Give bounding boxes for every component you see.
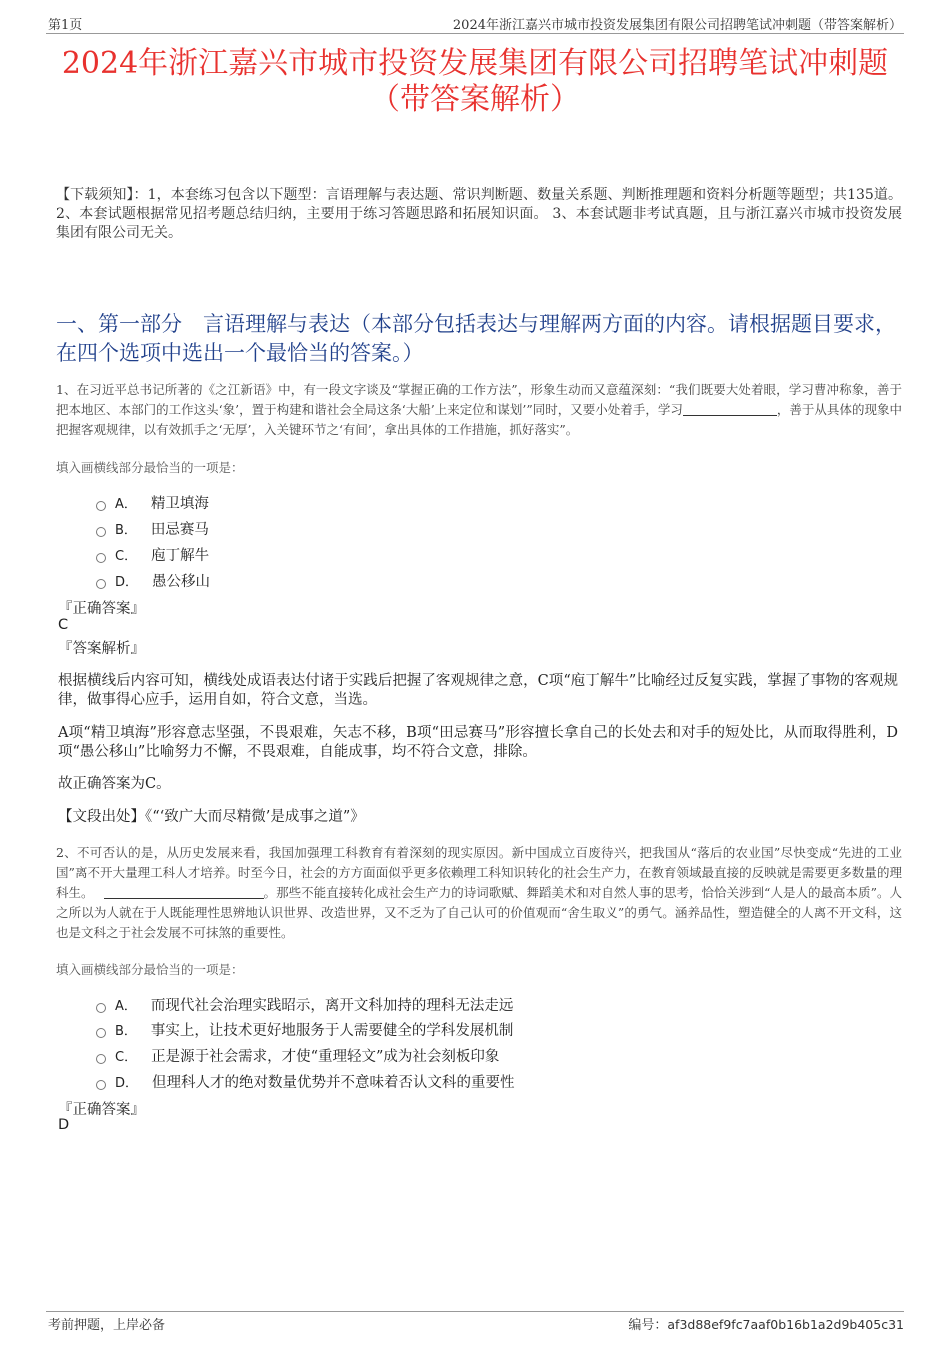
question-1-text-after: ，善于从具体的现象中把握客观规律，以有效抓手之‘无厚’，入关键环节之‘有间’，拿出具体的工作措施，抓好落实”。 <box>56 402 902 437</box>
radio-icon[interactable] <box>96 1080 106 1090</box>
section-heading: 一、第一部分 言语理解与表达（本部分包括表达与理解两方面的内容。请根据题目要求，在四个选项中选出一个最恰当的答案。） <box>56 312 896 365</box>
radio-icon[interactable] <box>96 501 106 511</box>
footer-serial: 编号：af3d88ef9fc7aaf0b16b1a2d9b405c31 <box>628 1317 904 1333</box>
document-title-line1: 2024年浙江嘉兴市城市投资发展集团有限公司招聘笔试冲刺题 <box>61 46 889 81</box>
question-2-text-before: 2、不可否认的是，从历史发展来看，我国加强理工科教育有着深刻的现实原因。新中国成立百废待兴，把我国从“落后的农业国”尽快变成“先进的工业国”离不开大量理工科人才培养。时至今日，社会的方方面面似乎更多依赖理工科知识转化的社会生产力，在教育领域最直接的反映就是需要更多数量的理科生。 <box>56 845 902 900</box>
question-1-prompt: 填入画横线部分最恰当的一项是： <box>56 460 244 475</box>
header-divider <box>46 33 904 34</box>
radio-icon[interactable] <box>96 579 106 589</box>
radio-icon[interactable] <box>96 553 106 563</box>
question-1-text-before: 1、在习近平总书记所著的《之江新语》中，有一段文字谈及“掌握正确的工作方法”，形象生动而又意蕴深刻：“我们既要大处着眼，学习曹冲称象，善于把本地区、本部门的工作这头‘象’，置于构建和谐社会全局这条‘大船’上来定位和谋划’”同时，又要小处着手，学习 <box>56 382 902 417</box>
question-1-text <box>56 380 902 440</box>
radio-icon[interactable] <box>96 1054 106 1064</box>
question-1-option-a[interactable]: A． 精卫填海 <box>96 492 209 513</box>
question-2-text <box>56 843 902 943</box>
page-number: 第1页 <box>48 18 83 33</box>
question-1-source: 【文段出处】《“‘致广大而尽精微’是成事之道”》 <box>58 809 365 825</box>
download-notice: 【下载须知】：1，本套练习包含以下题型：言语理解与表达题、常识判断题、数量关系题、判断推理题和资料分析题等题型；共135道。 2、本套试题根据常见招考题总结归纳，主要用于练习答题思路和拓展知识面。 3、本套试题非考试真题，且与浙江嘉兴市城市投资发展集团有限公司无关。 <box>56 187 902 241</box>
question-1-blank <box>683 403 777 416</box>
question-1-option-d[interactable]: D． 愚公移山 <box>96 570 210 591</box>
radio-icon[interactable] <box>96 1003 106 1013</box>
footer-divider <box>46 1311 904 1312</box>
radio-icon[interactable] <box>96 1028 106 1038</box>
footer-slogan: 考前押题，上岸必备 <box>48 1318 166 1333</box>
question-1-option-b[interactable]: B． 田忌赛马 <box>96 518 209 539</box>
document-title-line2: （带答案解析） <box>370 82 580 117</box>
question-2-blank <box>104 886 264 899</box>
question-2-option-c[interactable]: C． 正是源于社会需求，才使“重理轻文”成为社会刻板印象 <box>96 1045 499 1066</box>
question-2-option-a[interactable]: A． 而现代社会治理实践昭示，离开文科加持的理科无法走远 <box>96 994 513 1015</box>
question-1-answer-label: 『正确答案』 <box>58 601 145 617</box>
question-2-prompt: 填入画横线部分最恰当的一项是： <box>56 962 244 977</box>
question-1-analysis-paragraph: 根据横线后内容可知，横线处成语表达付诸于实践后把握了客观规律之意，C项“庖丁解牛”比喻经过反复实践，掌握了事物的客观规律，做事得心应手，运用自如，符合文意，当选。 <box>58 673 898 708</box>
question-2-answer: D <box>58 1117 70 1133</box>
question-1-answer: C <box>58 617 69 633</box>
question-2-option-b[interactable]: B． 事实上，让技术更好地服务于人需要健全的学科发展机制 <box>96 1019 513 1040</box>
question-2-answer-label: 『正确答案』 <box>58 1102 145 1118</box>
question-2-text-after: 。那些不能直接转化成社会生产力的诗词歌赋、舞蹈美术和对自然人事的思考，恰恰关涉到“人是人的最高本质”。人之所以为人就在于人既能理性思辨地认识世界、改造世界，又不乏为了自己认可的价值观而“舍生取义”的勇气。涵养品性，塑造健全的人离不开文科，这也是文科之于社会发展不可抹煞的重要性。 <box>56 885 902 940</box>
question-2-option-d[interactable]: D． 但理科人才的绝对数量优势并不意味着否认文科的重要性 <box>96 1071 515 1092</box>
radio-icon[interactable] <box>96 527 106 537</box>
question-1-analysis-paragraph: A项“精卫填海”形容意志坚强，不畏艰难，矢志不移，B项“田忌赛马”形容擅长拿自己的长处去和对手的短处比，从而取得胜利，D项“愚公移山”比喻努力不懈，不畏艰难，自能成事，均不符合文意，排除。 <box>58 725 898 760</box>
question-1-analysis-paragraph: 故正确答案为C。 <box>58 776 171 792</box>
question-1-analysis-label: 『答案解析』 <box>58 641 145 657</box>
question-1-option-c[interactable]: C． 庖丁解牛 <box>96 544 209 565</box>
running-title: 2024年浙江嘉兴市城市投资发展集团有限公司招聘笔试冲刺题（带答案解析） <box>452 18 902 33</box>
